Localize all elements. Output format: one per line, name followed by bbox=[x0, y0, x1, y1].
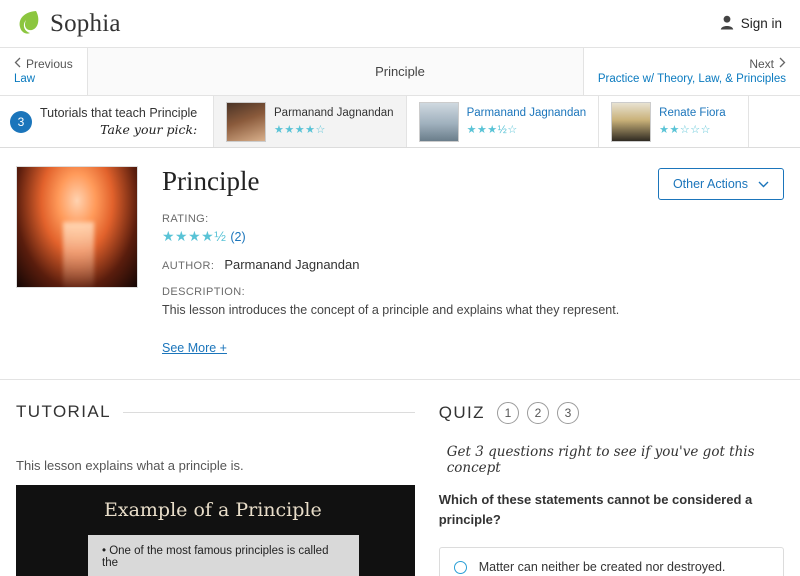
previous-label: Previous bbox=[26, 56, 73, 71]
tutorial-option-3-author[interactable]: Renate Fiora bbox=[659, 107, 726, 120]
quiz-step-2[interactable]: 2 bbox=[527, 402, 549, 424]
author-label: AUTHOR: bbox=[162, 260, 215, 272]
other-actions-label: Other Actions bbox=[672, 177, 748, 191]
quiz-answer-option-1[interactable] bbox=[439, 547, 784, 576]
tutorial-option-2-rating: ★★★½☆ bbox=[466, 123, 518, 136]
tutorial-option-2-meta bbox=[467, 107, 587, 135]
quiz-question: Which of these statements cannot be considered a principle? bbox=[438, 492, 753, 527]
tutorial-slide-title: Example of a Principle bbox=[104, 499, 322, 522]
tutorial-thumbnail-icon bbox=[226, 102, 266, 142]
tutorial-section-title: TUTORIAL bbox=[16, 402, 111, 422]
tutorial-option-2[interactable] bbox=[407, 96, 600, 147]
next-label-wrap bbox=[749, 56, 786, 72]
quiz-answer-option-1-label: Matter can neither be created nor destroyed. bbox=[478, 560, 726, 575]
lesson-nav-bar bbox=[0, 48, 800, 96]
tutorial-slide-card bbox=[88, 535, 359, 576]
tutorial-option-3-rating: ★★☆☆☆ bbox=[659, 123, 711, 136]
see-more-link[interactable]: See More + bbox=[162, 341, 227, 356]
next-label: Next bbox=[749, 56, 774, 71]
tutorial-option-2-author[interactable]: Parmanand Jagnandan bbox=[466, 107, 587, 120]
lesson-rating-count[interactable]: (2) bbox=[230, 229, 246, 244]
lesson-header bbox=[0, 148, 800, 380]
previous-lesson-button[interactable] bbox=[0, 48, 88, 95]
tutorial-option-3[interactable] bbox=[599, 96, 749, 147]
tutorial-picker-text bbox=[40, 106, 197, 137]
tutorial-option-1[interactable] bbox=[214, 96, 407, 147]
author-row bbox=[162, 257, 784, 275]
sign-in-button[interactable] bbox=[720, 15, 782, 33]
take-your-pick-label: Take your pick: bbox=[100, 121, 198, 137]
radio-icon[interactable] bbox=[454, 561, 467, 574]
tutorial-section-header bbox=[16, 402, 415, 422]
tutorial-divider bbox=[123, 412, 415, 413]
chevron-left-icon bbox=[14, 56, 21, 72]
quiz-step-1[interactable]: 1 bbox=[497, 402, 519, 424]
next-lesson-button[interactable] bbox=[583, 48, 800, 95]
tutorial-intro-text: This lesson explains what a principle is. bbox=[16, 458, 244, 474]
tutorial-count-badge: 3 bbox=[10, 111, 32, 133]
tutorial-option-1-meta bbox=[274, 107, 394, 135]
tutorial-thumbnail-icon bbox=[611, 102, 651, 142]
author-name: Parmanand Jagnandan bbox=[224, 257, 360, 272]
tutorial-slide-bullet: • One of the most famous principles is called the bbox=[102, 545, 329, 570]
quiz-section-header bbox=[439, 402, 784, 424]
previous-label-wrap bbox=[14, 56, 73, 72]
tutorial-thumbnail-icon bbox=[419, 102, 459, 142]
description-label: DESCRIPTION: bbox=[162, 286, 246, 298]
person-icon bbox=[720, 15, 734, 33]
sign-in-label: Sign in bbox=[740, 16, 782, 31]
tutorial-picker-title: Tutorials that teach Principle bbox=[40, 106, 198, 121]
previous-sublabel: Law bbox=[14, 72, 36, 85]
other-actions-button[interactable] bbox=[658, 168, 784, 200]
quiz-step-indicator bbox=[497, 402, 579, 424]
rating-row bbox=[162, 228, 784, 245]
brand-name: Sophia bbox=[50, 9, 121, 37]
next-sublabel: Practice w/ Theory, Law, & Principles bbox=[597, 72, 786, 85]
page-title: Principle bbox=[162, 166, 260, 196]
tutorial-slide[interactable] bbox=[16, 485, 415, 576]
chevron-down-icon bbox=[758, 177, 769, 191]
quiz-step-3[interactable]: 3 bbox=[557, 402, 579, 424]
lesson-cover-image bbox=[16, 166, 138, 288]
rating-label: RATING: bbox=[162, 213, 209, 225]
tutorial-picker-label bbox=[0, 96, 214, 147]
chevron-right-icon bbox=[779, 56, 786, 72]
tutorial-option-1-rating: ★★★★☆ bbox=[274, 123, 326, 136]
tutorial-picker-strip bbox=[0, 96, 800, 148]
quiz-section-title: QUIZ bbox=[438, 403, 485, 423]
tutorial-pane bbox=[0, 380, 431, 576]
quiz-pane bbox=[431, 380, 800, 576]
brand-logo[interactable] bbox=[16, 9, 121, 39]
lesson-rating-stars: ★★★★½ bbox=[162, 228, 227, 244]
tutorial-option-3-meta bbox=[659, 107, 725, 135]
lesson-description: This lesson introduces the concept of a principle and explains what they represent. bbox=[162, 303, 620, 317]
leaf-logo-icon bbox=[16, 9, 42, 39]
quiz-instructions: Get 3 questions right to see if you've got this concept bbox=[446, 444, 755, 477]
top-bar bbox=[0, 0, 800, 48]
breadcrumb-title: Principle bbox=[375, 64, 425, 79]
tutorial-option-1-author: Parmanand Jagnandan bbox=[274, 107, 394, 120]
lesson-body bbox=[0, 380, 800, 576]
